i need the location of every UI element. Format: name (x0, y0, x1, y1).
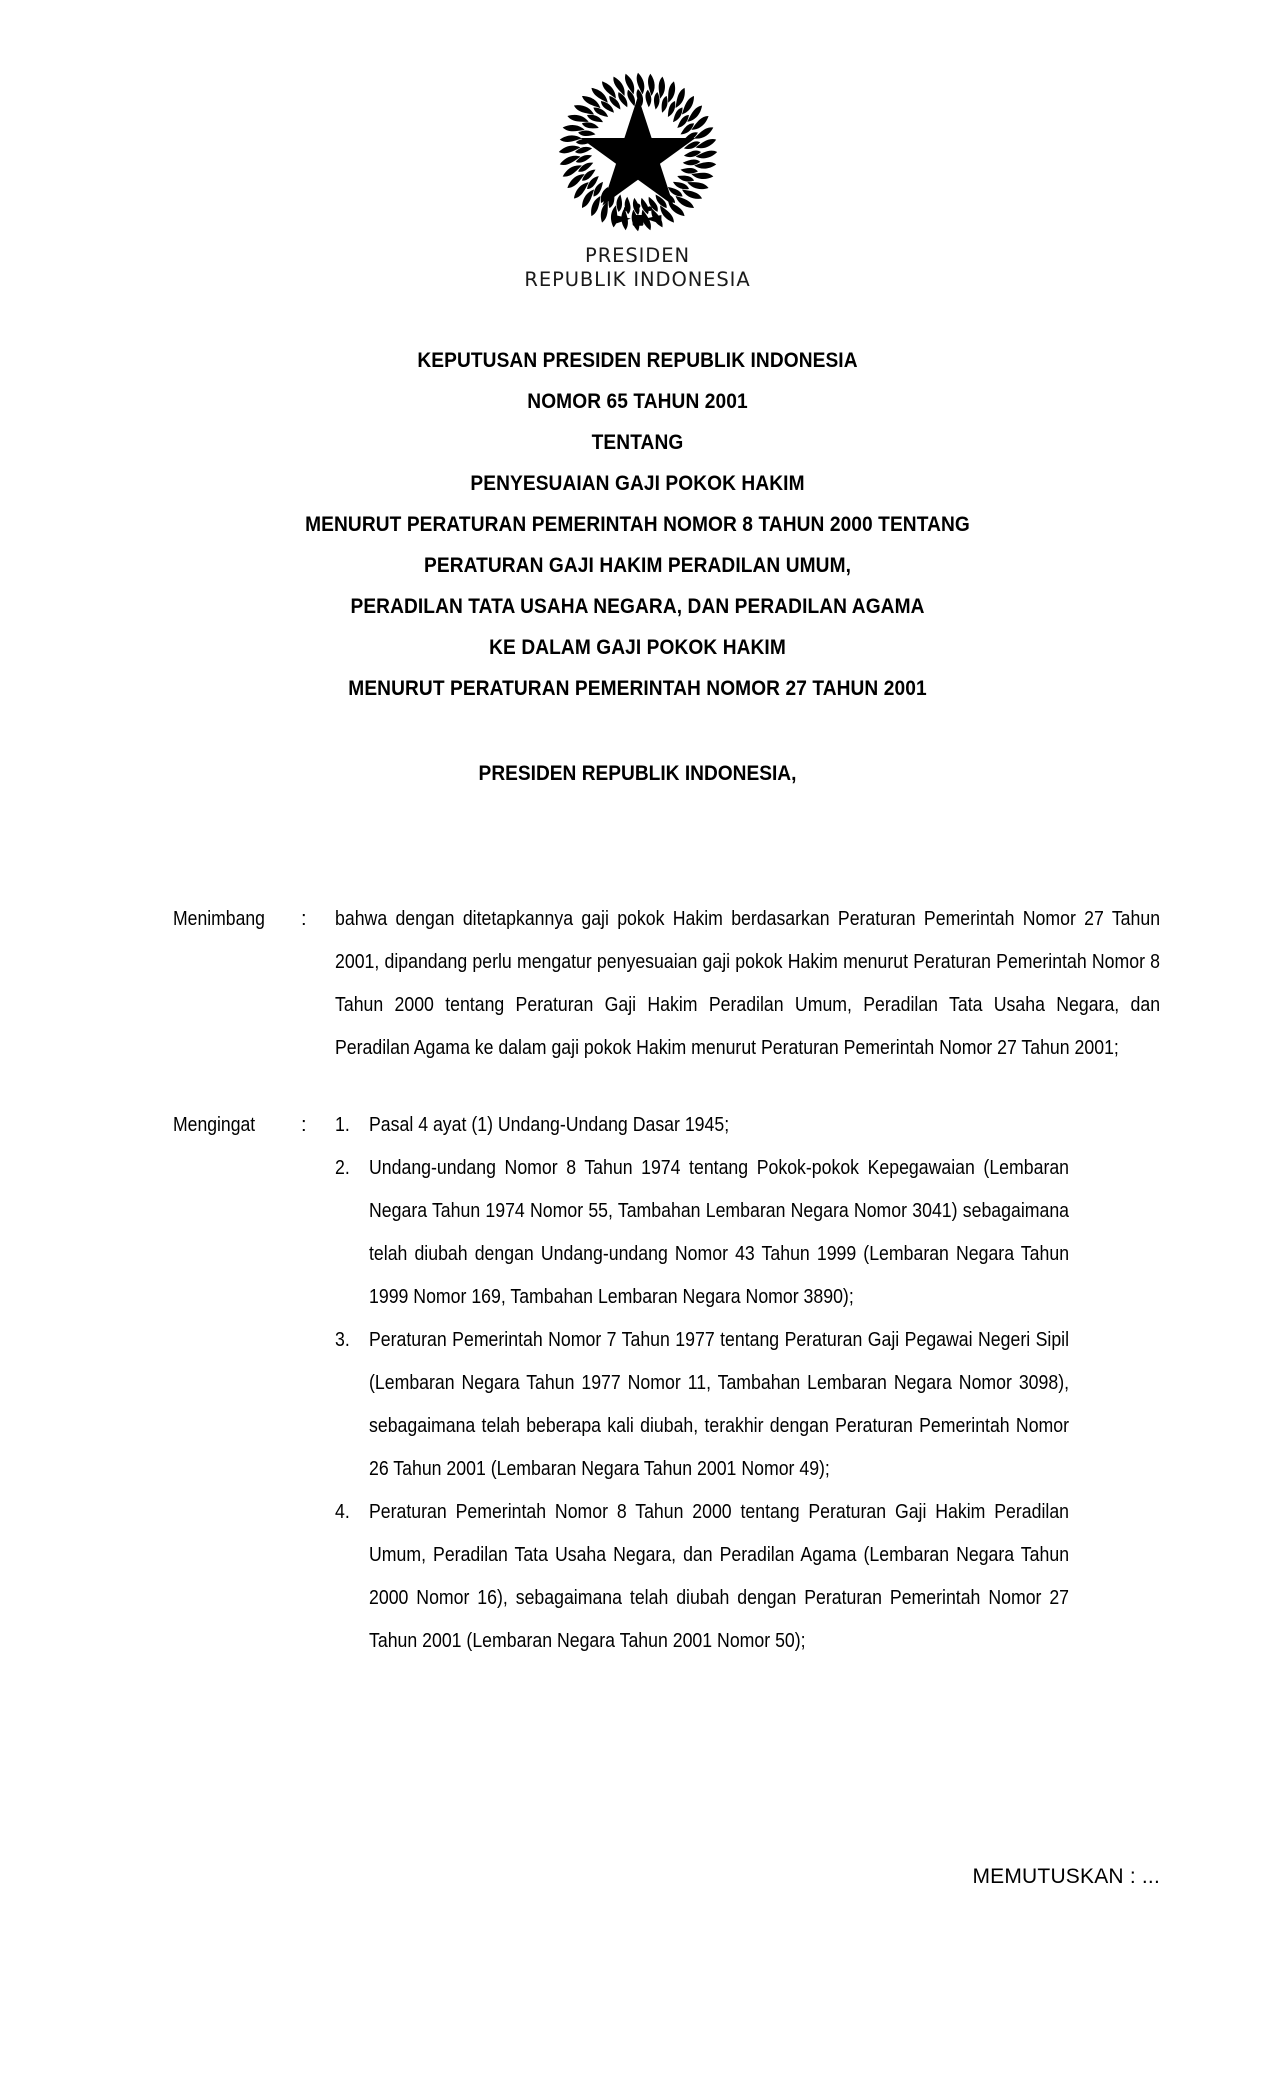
clause-mengingat-body (335, 1104, 1275, 1663)
list-item (335, 1319, 1160, 1491)
clause-mengingat (0, 1104, 1275, 1663)
clause-menimbang-body (335, 898, 1275, 1070)
title-line-3: TENTANG (591, 430, 684, 454)
list-item-number: 1. (335, 1114, 350, 1136)
page-footer (0, 1862, 1275, 1892)
list-item-text: Peraturan Pemerintah Nomor 8 Tahun 2000 tentang Peraturan Gaji Hakim Peradilan Umum, Peradilan Tata Usaha Negara, dan Peradilan Agama (Lembaran Negara Tahun 2000 Nomor 16), sebagaimana telah diubah dengan Peraturan Pemerintah Nomor 27 Tahun 2001 (Lembaran Negara Tahun 2001 Nomor 50); (369, 1501, 1070, 1652)
title-line-1: KEPUTUSAN PRESIDEN REPUBLIK INDONESIA (417, 348, 858, 372)
list-item-text: Pasal 4 ayat (1) Undang-Undang Dasar 1945; (369, 1114, 730, 1136)
document-body (0, 898, 1275, 1663)
list-item-number: 2. (335, 1157, 350, 1179)
mengingat-list (335, 1104, 1160, 1663)
clause-menimbang-text: bahwa dengan ditetapkannya gaji pokok Hakim berdasarkan Peraturan Pemerintah Nomor 27 Tahun 2001, dipandang perlu mengatur penyesuaian gaji pokok Hakim menurut Peraturan Pemerintah Nomor 8 Tahun 2000 tentang Peraturan Gaji Hakim Peradilan Umum, Peradilan Tata Usaha Negara, dan Peradilan Agama ke dalam gaji pokok Hakim menurut Peraturan Pemerintah Nomor 27 Tahun 2001; (335, 908, 1161, 1059)
letterhead-caption (0, 244, 1275, 292)
list-item (335, 1104, 1160, 1147)
list-item-number: 4. (335, 1501, 350, 1523)
list-item-text: Undang-undang Nomor 8 Tahun 1974 tentang Pokok-pokok Kepegawaian (Lembaran Negara Tahun 1974 Nomor 55, Tambahan Lembaran Negara Nomor 3041) sebagaimana telah diubah dengan Undang-undang Nomor 43 Tahun 1999 (Lembaran Negara Tahun 1999 Nomor 169, Tambahan Lembaran Negara Nomor 3890); (369, 1157, 1070, 1308)
title-line-5: MENURUT PERATURAN PEMERINTAH NOMOR 8 TAHUN 2000 TENTANG (305, 512, 970, 536)
document-title-block (0, 340, 1275, 794)
title-line-9: MENURUT PERATURAN PEMERINTAH NOMOR 27 TAHUN 2001 (348, 676, 927, 700)
list-item-number: 3. (335, 1329, 350, 1351)
list-item (335, 1147, 1160, 1319)
list-item-text: Peraturan Pemerintah Nomor 7 Tahun 1977 tentang Peraturan Gaji Pegawai Negeri Sipil (Lembaran Negara Tahun 1977 Nomor 11, Tambahan Lembaran Negara Nomor 3098), sebagaimana telah beberapa kali diubah, terakhir dengan Peraturan Pemerintah Nomor 26 Tahun 2001 (Lembaran Negara Tahun 2001 Nomor 49); (369, 1329, 1070, 1480)
letterhead-caption-line-1: PRESIDEN (585, 244, 690, 267)
title-line-4: PENYESUAIAN GAJI POKOK HAKIM (470, 471, 805, 495)
letterhead-caption-line-2: REPUBLIK INDONESIA (524, 268, 751, 291)
title-line-2: NOMOR 65 TAHUN 2001 (527, 389, 748, 413)
title-line-7: PERADILAN TATA USAHA NEGARA, DAN PERADILAN AGAMA (350, 594, 925, 618)
clause-menimbang (0, 898, 1275, 1070)
clause-mengingat-colon: : (301, 1114, 307, 1136)
list-item (335, 1491, 1160, 1663)
continuation-note: MEMUTUSKAN : ... (972, 1865, 1160, 1888)
title-subject-line: PRESIDEN REPUBLIK INDONESIA, (478, 761, 797, 785)
indonesian-presidential-seal-star-wreath-icon (548, 62, 728, 242)
clause-menimbang-label: Menimbang (173, 908, 265, 930)
letterhead (0, 62, 1275, 292)
clause-mengingat-label: Mengingat (173, 1114, 256, 1136)
title-line-8: KE DALAM GAJI POKOK HAKIM (489, 635, 786, 659)
title-line-6: PERATURAN GAJI HAKIM PERADILAN UMUM, (423, 553, 852, 577)
clause-menimbang-colon: : (301, 908, 307, 930)
